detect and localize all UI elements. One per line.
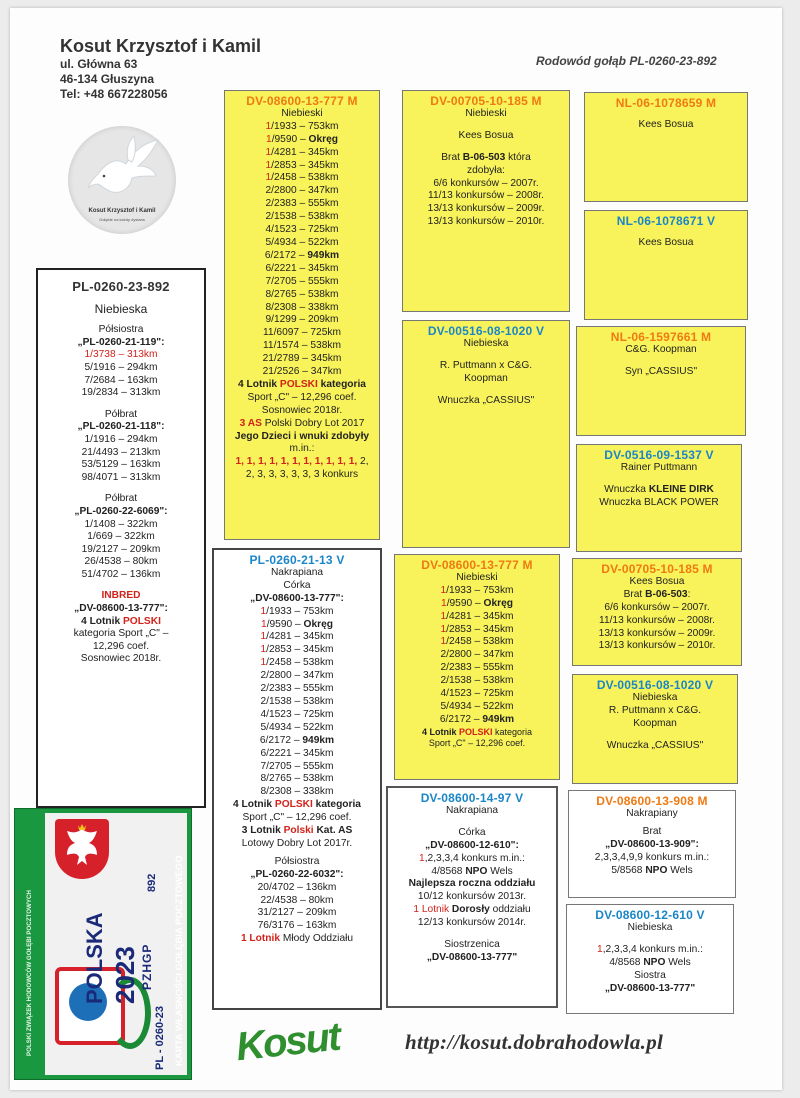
father-result-row: 2/1538 – 538km [265, 211, 339, 223]
mother-halfsister-result-2: 22/4538 – 80km [260, 894, 334, 906]
father-result-row: 21/2789 – 345km [262, 353, 342, 365]
mm-konkurs: 1,2,3,3,4 konkurs m.in.: [419, 852, 525, 864]
mf-result-row: 1/9590 – Okręg [441, 597, 513, 609]
ff-color: Niebieski [465, 107, 507, 119]
gg8-relation: Siostra [634, 969, 666, 981]
mf-polski: 4 Lotnik POLSKI kategoria [421, 726, 533, 737]
sibling-3-result-2: 1/669 – 322km [87, 531, 155, 543]
mm-najlepsza: Najlepsza roczna oddziału [408, 878, 536, 890]
mother-result-row: 5/4934 – 522km [260, 721, 334, 733]
mother-result-row: 2/1538 – 538km [260, 695, 334, 707]
dove-icon [68, 130, 176, 210]
owner-city: 46-134 Głuszyna [60, 72, 155, 86]
gg8-ring: DV-08600-12-610 V [595, 908, 705, 922]
father-result-row: 1/2458 – 538km [265, 172, 339, 184]
father-result-row: 5/4934 – 522km [265, 236, 339, 248]
fm-box [402, 320, 570, 548]
card-pzhgp: PZHGP [140, 943, 154, 990]
loft-logo [68, 126, 176, 234]
ff-result-2: 11/13 konkursów – 2008r. [428, 190, 544, 202]
mother-result-row: 8/2308 – 338km [260, 786, 334, 798]
gg7-parent-ring: „DV-08600-13-909": [605, 838, 699, 850]
father-result-row: 2/2800 – 347km [265, 185, 339, 197]
mother-color: Nakrapiana [270, 566, 324, 578]
ff-zdobyla: zdobyła: [467, 164, 505, 176]
mf-result-row: 5/4934 – 522km [440, 700, 514, 712]
gg6-color: Niebieska [632, 691, 678, 703]
gg4-box [576, 444, 742, 552]
gg6-breeder-2: Koopman [633, 717, 677, 729]
gg3-box [576, 326, 746, 436]
father-result-row: 6/2172 – 949km [264, 249, 340, 261]
gg7-npo: 5/8568 NPO Wels [611, 864, 693, 876]
father-result-row: 1/9590 – Okręg [266, 133, 338, 145]
father-result-row: 2/2383 – 555km [265, 198, 339, 210]
sibling-3-result-4: 26/4538 – 80km [84, 556, 158, 568]
card-number: 892 [146, 873, 158, 892]
mother-lot: 3 Lotnik Polski Kat. AS [241, 825, 353, 837]
mother-result-row: 6/2221 – 345km [260, 747, 334, 759]
mm-npo: 4/8568 NPO Wels [431, 865, 513, 877]
gg8-parent-ring: „DV-08600-13-777" [604, 982, 696, 994]
mother-halfsister-label: Półsiostra [274, 855, 320, 867]
mf-results [398, 585, 556, 727]
inbred-label: INBRED [101, 590, 141, 602]
gg8-box [566, 904, 734, 1014]
fm-breeder-2: Koopman [464, 372, 508, 384]
mm-siostrzenica: Siostrzenica [444, 939, 500, 951]
gg4-ring: DV-0516-09-1537 V [604, 448, 714, 462]
ff-result-3: 13/13 konkursów – 2009r. [427, 203, 545, 215]
ff-result-4: 13/13 konkursów – 2010r. [427, 216, 545, 228]
ff-brat: Brat B-06-503 która [441, 151, 531, 163]
gg7-box [568, 790, 736, 898]
sibling-1-result-1: 1/3738 – 313km [84, 349, 158, 361]
gg7-color: Nakrapiany [626, 807, 678, 819]
mf-result-row: 2/2383 – 555km [440, 662, 514, 674]
mother-mlody: 1 Lotnik Młody Oddziału [240, 933, 354, 945]
mf-result-row: 2/1538 – 538km [440, 675, 514, 687]
gg5-breeder: Kees Bosua [629, 575, 685, 587]
mf-box [394, 554, 560, 780]
main-bird-box [36, 268, 206, 808]
father-box [224, 90, 380, 540]
mm-relation: Córka [458, 826, 486, 838]
website-link[interactable]: http://kosut.dobrahodowla.pl [405, 1030, 664, 1054]
father-result-row: 11/1574 – 538km [263, 340, 341, 352]
father-sport: Sport „C" – 12,296 coef. [247, 391, 357, 403]
gg5-ring: DV-00705-10-185 M [601, 562, 713, 576]
gg7-relation: Brat [642, 825, 662, 837]
mf-result-row: 6/2172 – 949km [439, 713, 515, 725]
sibling-3-result-5: 51/4702 – 136km [81, 568, 161, 580]
gg6-box [572, 674, 738, 784]
sibling-1-label: Półsiostra [98, 324, 144, 336]
gg5-brat: Brat B-06-503: [623, 588, 691, 600]
mother-lot-2: Lotowy Dobry Lot 2017r. [241, 837, 353, 849]
inbred-category: kategoria Sport „C" – [73, 628, 169, 640]
father-result-row: 1/4281 – 345km [265, 146, 339, 158]
sibling-1-result-4: 19/2834 – 313km [81, 387, 161, 399]
gg5-result-1: 6/6 konkursów – 2007r. [604, 601, 710, 613]
mf-result-row: 1/4281 – 345km [440, 610, 514, 622]
gg7-ring: DV-08600-13-908 M [596, 794, 708, 808]
mm-dorosly: 1 Lotnik Dorosły oddziału [413, 904, 531, 916]
eagle-crest-icon [55, 819, 109, 879]
sibling-3-result-3: 19/2127 – 209km [81, 543, 161, 555]
owner-name: Kosut Krzysztof i Kamil [60, 36, 262, 56]
gg8-color: Niebieska [627, 921, 673, 933]
inbred-achievement: 4 Lotnik POLSKI [81, 615, 161, 627]
mother-result-row: 6/2172 – 949km [259, 734, 335, 746]
father-konkurs: 2, 3, 3, 3, 3, 3, 3 konkurs [245, 469, 359, 481]
mm-box [386, 786, 558, 1008]
sibling-1-ring: „PL-0260-21-119": [77, 336, 165, 348]
mother-parent-ring: „DV-08600-13-777": [250, 592, 344, 604]
gg4-breeder: Rainer Puttmann [620, 461, 698, 473]
mf-result-row: 1/2853 – 345km [440, 623, 514, 635]
father-ring: DV-08600-13-777 M [246, 94, 358, 108]
gg4-note-1: Wnuczka KLEINE DIRK [604, 483, 714, 495]
mother-relation: Córka [283, 579, 311, 591]
sibling-2-ring: „PL-0260-21-118": [77, 421, 165, 433]
father-offspring: Jego Dzieci i wnuki zdobyły m.in.: [234, 430, 370, 455]
ff-breeder: Kees Bosua [458, 129, 514, 141]
sibling-2-result-2: 21/4493 – 213km [81, 446, 161, 458]
mother-polski: 4 Lotnik POLSKI kategoria [233, 799, 361, 811]
document-title: Rodowód gołąb PL-0260-23-892 [536, 54, 717, 68]
mother-result-row: 8/2765 – 538km [260, 773, 334, 785]
sibling-2-label: Półbrat [104, 408, 138, 420]
mother-result-row: 1/2853 – 345km [260, 644, 334, 656]
owner-street: ul. Główna 63 [60, 57, 138, 71]
mf-color: Niebieski [456, 571, 498, 583]
mother-result-row: 4/1523 – 725km [260, 708, 334, 720]
card-org: POLSKI ZWIĄZEK HODOWCÓW GOŁĘBI POCZTOWYCH [26, 890, 33, 1056]
card-polska: POLSKA [82, 912, 107, 1004]
gg2-breeder: Kees Bosua [638, 236, 694, 248]
mm-siostrzenica-ring: „DV-08600-13-777" [426, 951, 518, 963]
mother-sport: Sport „C" – 12,296 coef. [242, 812, 352, 824]
gg3-note: Syn „CASSIUS" [624, 365, 698, 377]
ff-ring: DV-00705-10-185 M [430, 94, 542, 108]
mf-result-row: 2/2800 – 347km [440, 649, 514, 661]
mother-result-row: 1/9590 – Okręg [261, 618, 333, 630]
gg6-breeder-1: R. Puttmann x C&G. [608, 704, 702, 716]
mm-2014: 12/13 konkursów 2014r. [417, 917, 527, 929]
mf-result-row: 1/2458 – 538km [440, 636, 514, 648]
father-results [228, 121, 376, 379]
sibling-2-result-1: 1/1916 – 294km [84, 433, 158, 445]
gg2-ring: NL-06-1078671 V [616, 214, 716, 228]
father-as: 3 AS Polski Dobry Lot 2017 [239, 417, 365, 429]
gg5-result-3: 13/13 konkursów – 2009r. [598, 627, 716, 639]
father-result-row: 4/1523 – 725km [265, 224, 339, 236]
card-year: 2023 [110, 946, 140, 1004]
father-polski: 4 Lotnik POLSKI kategoria [238, 378, 366, 390]
card-ring: PL - 0260-23 [154, 1005, 166, 1070]
mm-color: Nakrapiana [445, 804, 499, 816]
mother-results [217, 606, 377, 800]
sibling-2-result-3: 53/5129 – 163km [81, 459, 161, 471]
father-sosnowiec: Sosnowiec 2018r. [261, 404, 343, 416]
card-title: KARTA WŁASNOŚCI GOŁĘBIA POCZTOWEGO [174, 855, 185, 1066]
gg5-result-4: 13/13 konkursów – 2010r. [598, 640, 716, 652]
gg3-ring: NL-06-1597661 M [610, 330, 712, 344]
mf-ring: DV-08600-13-777 M [421, 558, 533, 572]
father-result-row: 11/6097 – 725km [263, 327, 341, 339]
signature: Kosut [233, 1014, 342, 1070]
mother-halfsister-ring: „PL-0260-22-6032": [250, 868, 344, 880]
mother-result-row: 1/4281 – 345km [260, 631, 334, 643]
father-result-row: 8/2308 – 338km [265, 301, 339, 313]
father-result-row: 9/1299 – 209km [265, 314, 339, 326]
owner-phone: Tel: +48 667228056 [60, 87, 168, 101]
father-result-row: 7/2705 – 555km [265, 275, 339, 287]
gg5-box [572, 558, 742, 666]
gg5-result-2: 11/13 konkursów – 2008r. [599, 614, 715, 626]
sibling-1-result-3: 7/2684 – 163km [84, 374, 158, 386]
logo-text: Kosut Krzysztof i Kamil [88, 208, 156, 214]
father-ones: 1, 1, 1, 1, 1, 1, 1, 1, 1, 1, 1, 2, [235, 456, 369, 468]
sibling-2-result-4: 98/4071 – 313km [81, 471, 161, 483]
ff-box [402, 90, 570, 312]
sibling-3-ring: „PL-0260-22-6069": [74, 505, 168, 517]
logo-subtext: Gołębie na każdy dystans [99, 217, 145, 222]
sibling-1-result-2: 5/1916 – 294km [84, 361, 158, 373]
mother-result-row: 7/2705 – 555km [260, 760, 334, 772]
gg1-breeder: Kees Bosua [638, 118, 694, 130]
gg1-box [584, 92, 748, 202]
father-result-row: 1/2853 – 345km [265, 159, 339, 171]
mother-result-row: 2/2800 – 347km [260, 670, 334, 682]
main-bird-ring: PL-0260-23-892 [72, 279, 170, 294]
father-color: Niebieski [281, 107, 323, 119]
gg6-ring: DV-00516-08-1020 V [596, 678, 714, 692]
mm-ring: DV-08600-14-97 V [420, 791, 524, 805]
father-result-row: 6/2221 – 345km [265, 262, 339, 274]
mf-sport: Sport „C" – 12,296 coef. [428, 737, 526, 748]
mother-result-row: 1/2458 – 538km [260, 657, 334, 669]
mother-result-row: 2/2383 – 555km [260, 683, 334, 695]
fm-breeder-1: R. Puttmann x C&G. [439, 359, 533, 371]
gg8-konkurs: 1,2,3,3,4 konkurs m.in.: [597, 943, 703, 955]
inbred-coef: 12,296 coef. [92, 640, 150, 652]
gg3-breeder: C&G. Koopman [625, 343, 697, 355]
gg6-note: Wnuczka „CASSIUS" [606, 739, 704, 751]
fm-note: Wnuczka „CASSIUS" [437, 394, 535, 406]
mother-result-row: 1/1933 – 753km [260, 605, 334, 617]
mother-halfsister-result-1: 20/4702 – 136km [257, 881, 337, 893]
gg7-konkurs: 2,3,3,4,9,9 konkurs m.in.: [594, 851, 710, 863]
mother-halfsister-result-3: 31/2127 – 209km [257, 907, 337, 919]
gg1-ring: NL-06-1078659 M [615, 96, 717, 110]
mm-parent-ring: „DV-08600-12-610": [425, 839, 519, 851]
gg8-npo: 4/8568 NPO Wels [609, 956, 691, 968]
mm-2013: 10/12 konkursów 2013r. [417, 891, 527, 903]
gg4-note-2: Wnuczka BLACK POWER [599, 496, 719, 508]
sibling-3-label: Półbrat [104, 493, 138, 505]
main-bird-color: Niebieska [94, 301, 148, 316]
father-result-row: 8/2765 – 538km [265, 288, 339, 300]
mother-box [212, 548, 382, 1010]
mf-result-row: 1/1933 – 753km [440, 584, 514, 596]
mother-halfsister-result-4: 76/3176 – 163km [257, 920, 337, 932]
inbred-place: Sosnowiec 2018r. [80, 653, 162, 665]
father-result-row: 1/1933 – 753km [265, 120, 339, 132]
inbred-ring: „DV-08600-13-777": [74, 603, 168, 615]
ff-result-1: 6/6 konkursów – 2007r. [433, 177, 539, 189]
mother-ring: PL-0260-21-13 V [249, 553, 345, 567]
father-result-row: 21/2526 – 347km [262, 366, 342, 378]
mf-result-row: 4/1523 – 725km [440, 688, 514, 700]
gg2-box [584, 210, 748, 320]
fm-ring: DV-00516-08-1020 V [427, 324, 545, 338]
fm-color: Niebieska [463, 337, 509, 349]
sibling-3-result-1: 1/1408 – 322km [84, 518, 158, 530]
